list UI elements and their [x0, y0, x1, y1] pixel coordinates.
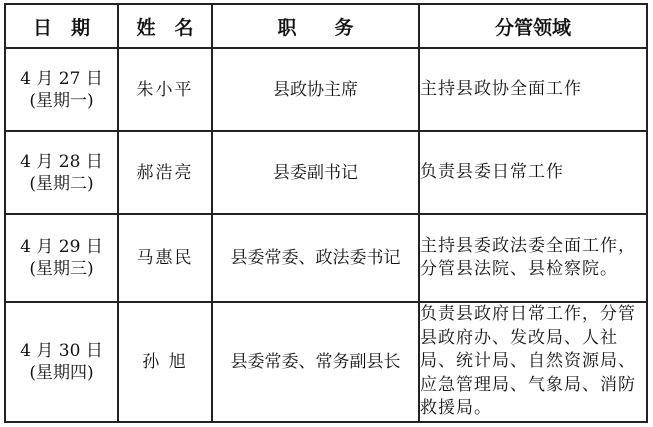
position-text: 县委副书记 — [273, 162, 358, 183]
table-row — [5, 48, 647, 131]
table-header-row — [5, 4, 647, 48]
weekday-text: (星期四) — [29, 363, 94, 383]
date-text: 4 月 28 日 — [20, 151, 103, 172]
responsibility-cell: 主持县委政法委全面工作，分管县法院、县检察院。 — [419, 214, 647, 302]
date-text: 4 月 27 日 — [20, 68, 103, 89]
date-cell — [5, 48, 118, 131]
date-text: 4 月 30 日 — [20, 341, 103, 361]
header-responsibility: 分管领域 — [419, 4, 647, 48]
position-text: 县委常委、政法委书记 — [230, 248, 401, 268]
duty-schedule-table — [4, 3, 648, 423]
table-row — [5, 214, 647, 302]
name-cell: 郝浩亮 — [118, 131, 212, 214]
weekday-text: (星期三) — [29, 259, 94, 279]
weekday-text: (星期二) — [29, 173, 94, 194]
weekday-text: (星期一) — [29, 90, 94, 111]
date-cell — [5, 131, 118, 214]
position-text: 县委常委、常务副县长 — [230, 352, 401, 372]
position-cell — [212, 48, 419, 131]
position-cell — [212, 131, 419, 214]
position-cell — [212, 302, 419, 422]
header-date: 日 期 — [5, 4, 118, 48]
date-cell — [5, 302, 118, 422]
name-cell: 朱小平 — [118, 48, 212, 131]
name-cell: 孙 旭 — [118, 302, 212, 422]
responsibility-cell: 负责县委日常工作 — [419, 131, 647, 214]
table-row — [5, 131, 647, 214]
position-text: 县政协主席 — [273, 79, 358, 100]
responsibility-cell: 主持县政协全面工作 — [419, 48, 647, 131]
date-text: 4 月 29 日 — [20, 237, 103, 257]
position-cell — [212, 214, 419, 302]
table-row — [5, 302, 647, 422]
header-position: 职 务 — [212, 4, 419, 48]
responsibility-cell: 负责县政府日常工作，分管县政府办、发改局、人社局、统计局、自然资源局、应急管理局、气象局、消防救援局。 — [419, 302, 647, 422]
name-cell: 马惠民 — [118, 214, 212, 302]
date-cell — [5, 214, 118, 302]
header-name: 姓 名 — [118, 4, 212, 48]
